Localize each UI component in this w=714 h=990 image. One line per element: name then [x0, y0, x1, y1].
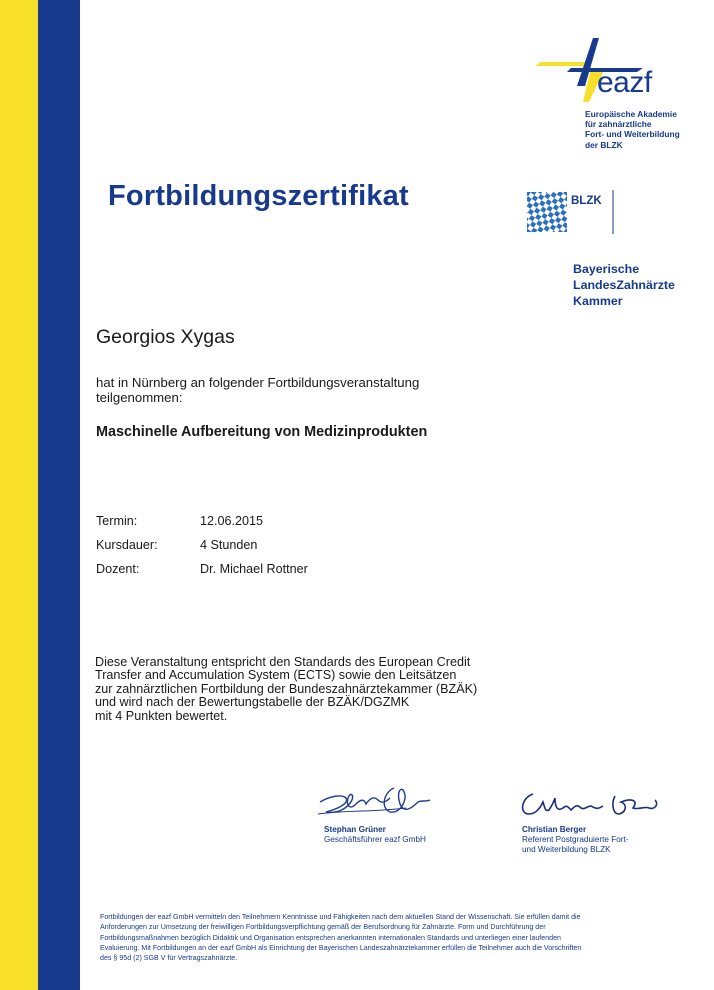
course-title: Maschinelle Aufbereitung von Medizinprodukten: [96, 424, 428, 440]
footer-disclaimer: [100, 912, 690, 963]
footer-line: Fortbildungsmaßnahmen bezüglich Didaktik und Organisation entsprechen anerkannten internationalen Standards und unterliegen einer laufenden: [100, 933, 562, 942]
statement-line: Diese Veranstaltung entspricht den Standards des European Credit: [95, 655, 471, 669]
blzk-logo-text: BLZK: [571, 195, 602, 207]
signer-name: Stephan Grüner: [324, 825, 386, 834]
blzk-logo-mark: [527, 190, 623, 234]
certificate-title: Fortbildungszertifikat: [108, 180, 409, 212]
detail-label: Dozent:: [96, 562, 140, 576]
detail-label: Kursdauer:: [96, 538, 158, 552]
recipient-name: Georgios Xygas: [96, 326, 235, 348]
footer-line: Fortbildungen der eazf GmbH vermitteln den Teilnehmern Kenntnisse und Fähigkeiten nach dem aktuellen Stand der Wissenschaft. Sie erfüllen damit die: [100, 913, 581, 921]
footer-line: Evaluierung. Mit Fortbildungen an der eazf GmbH als Einrichtung der Bayerischen Landeszahnärztekammer erfüllen die Teilnehmer auch die Vorschriften: [100, 943, 582, 952]
detail-value: 12.06.2015: [200, 514, 264, 528]
signer-role: Referent Postgraduierte Fort-: [522, 835, 629, 844]
signer-christian-berger: [522, 825, 629, 855]
footer-line: des § 95d (2) SGB V für Vertragszahnärzte.: [100, 954, 238, 963]
blzk-name-line: Bayerische: [573, 262, 640, 276]
participation-line: teilgenommen:: [96, 390, 183, 405]
signer-stephan-gruener: [324, 825, 426, 845]
blzk-name: [573, 262, 675, 309]
signer-name: Christian Berger: [522, 825, 587, 834]
eazf-logo-text: eazf: [597, 66, 652, 99]
statement-line: mit 4 Punkten bewertet.: [95, 708, 228, 723]
yellow-side-stripe: [0, 0, 38, 990]
blzk-name-line: LandesZahnärzte: [573, 277, 675, 292]
eazf-subtitle-line: für zahnärztliche: [585, 119, 652, 130]
footer-line: Anforderungen zur Umsetzung der freiwilligen Fortbildungsverpflichtung gemäß der Berufsordnung für Zahnärzte. Form und Durchführung der: [100, 923, 546, 932]
detail-value: 4 Stunden: [200, 538, 258, 552]
statement-line: Transfer and Accumulation System (ECTS) sowie den Leitsätzen: [95, 668, 457, 683]
signer-role: und Weiterbildung BLZK: [522, 845, 611, 854]
signature-christian-berger: [515, 784, 665, 824]
eazf-subtitle-line: Fort- und Weiterbildung: [585, 129, 680, 140]
participation-text: [96, 375, 419, 405]
detail-label: Termin:: [96, 514, 138, 528]
blzk-name-line: Kammer: [573, 293, 623, 308]
accreditation-statement: [95, 656, 477, 723]
eazf-subtitle-line: Europäische Akademie: [585, 109, 677, 119]
eazf-subtitle-line: der BLZK: [585, 139, 623, 150]
signature-stephan-gruener: [316, 774, 436, 824]
detail-value: Dr. Michael Rottner: [200, 562, 308, 576]
participation-line: hat in Nürnberg an folgender Fortbildungsveranstaltung: [96, 375, 420, 390]
eazf-subtitle: [585, 109, 714, 150]
signer-role: Geschäftsführer eazf GmbH: [324, 835, 426, 844]
statement-line: und wird nach der Bewertungstabelle der BZÄK/DGZMK: [95, 695, 410, 710]
blue-side-stripe: [38, 0, 80, 990]
statement-line: zur zahnärztlichen Fortbildung der Bundeszahnärztekammer (BZÄK): [95, 681, 478, 696]
